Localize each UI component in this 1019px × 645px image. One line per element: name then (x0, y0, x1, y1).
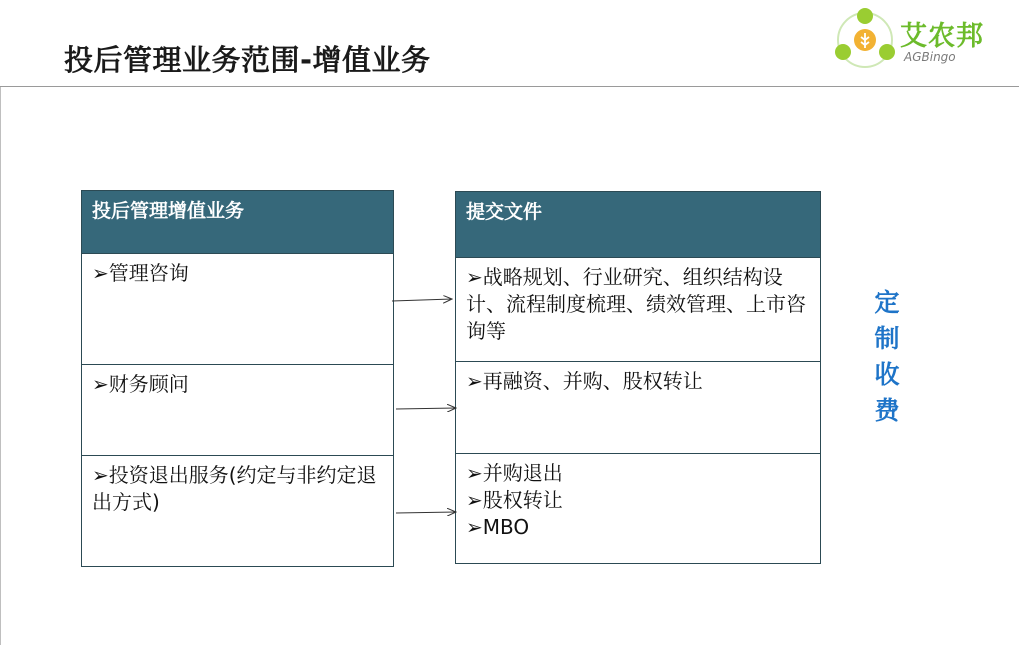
arrow-1 (392, 299, 452, 301)
logo-text-en: AGBingo (904, 50, 956, 64)
arrow-3 (396, 512, 456, 513)
right-item-label: ➢战略规划、行业研究、组织结构设计、流程制度梳理、绩效管理、上市咨询等 (466, 265, 806, 343)
right-column-header-label: 提交文件 (466, 201, 543, 223)
page-title: 投后管理业务范围-增值业务 (64, 43, 431, 77)
arrow-2 (396, 408, 456, 409)
left-item-financial-advisory (81, 364, 394, 456)
right-item-deliverables-2 (455, 361, 821, 454)
logo-text-cn: 艾农邦 (900, 21, 984, 52)
left-item-label: ➢投资退出服务(约定与非约定退出方式) (92, 463, 377, 514)
right-item-label: ➢再融资、并购、股权转让 (466, 369, 703, 393)
left-item-exit-services (81, 455, 394, 567)
left-column-header-label: 投后管理增值业务 (92, 200, 245, 222)
left-item-label: ➢管理咨询 (92, 261, 189, 285)
company-logo (832, 6, 1002, 72)
left-item-management-consulting (81, 253, 394, 365)
title-divider (0, 86, 1019, 87)
right-item-deliverables-1 (455, 257, 821, 362)
right-column-header (455, 191, 821, 258)
left-item-label: ➢财务顾问 (92, 372, 189, 396)
logo-mark-icon (832, 6, 902, 72)
right-item-label: ➢并购退出 ➢股权转让 ➢MBO (466, 461, 563, 539)
right-item-deliverables-3 (455, 453, 821, 564)
custom-pricing-note: 定制收费 (874, 288, 900, 425)
left-column-header (81, 190, 394, 254)
slide-left-border (0, 86, 1, 645)
